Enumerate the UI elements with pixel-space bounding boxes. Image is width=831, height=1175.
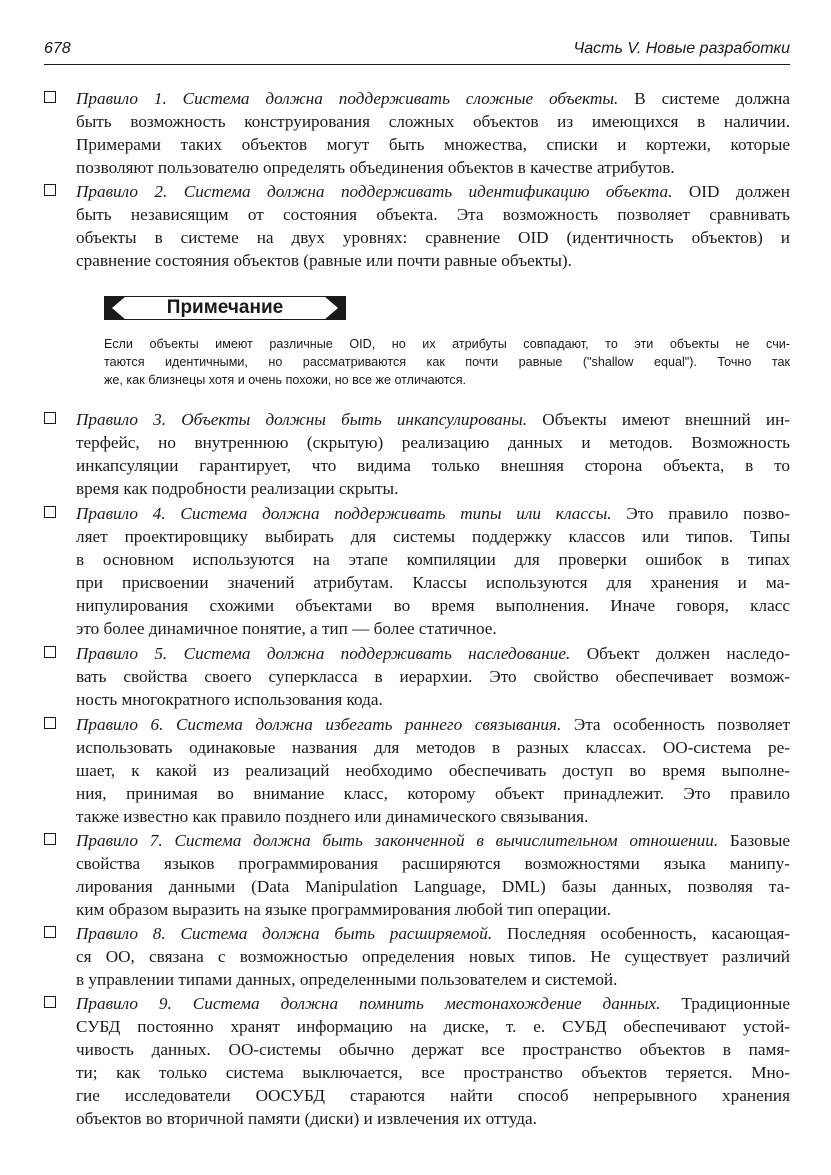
rule-line: Правило 1. Система должна поддерживать сложные объекты. В системе должна (76, 89, 790, 108)
rule-line: в основном используются на этапе компиляции для проверки ошибок в типах (76, 550, 790, 569)
rule-4-item (44, 502, 790, 640)
rule-9-item (44, 992, 790, 1130)
rule-2-text (76, 180, 790, 272)
checkbox-bullet-icon (44, 646, 56, 658)
rule-line: ким образом выразить на языке программирования любой тип операции. (76, 900, 612, 919)
rule-line: свойства языков программирования расширяются возможностями языка манипу- (76, 854, 790, 873)
rule-line: объектов во вторичной памяти (диски) и извлечения их оттуда. (76, 1109, 537, 1128)
note-label-text: Примечание (166, 297, 284, 318)
note-line: таются идентичными, но рассматриваются как почти равные ("shallow equal"). Точно так (104, 355, 790, 369)
note-line: Если объекты имеют различные OID, но их атрибуты совпадают, то эти объекты не счи- (104, 337, 790, 351)
rule-line: сравнение состояния объектов (равные или почти равные объекты). (76, 251, 572, 270)
rule-line: гие исследователи ООСУБД стараются найти способ непрерывного хранения (76, 1086, 790, 1105)
rule-title: Правило 9. Система должна помнить местонахождение данных. (76, 994, 661, 1013)
rule-line: чивость данных. ОО-системы обычно держат все пространство объектов в памя- (76, 1040, 790, 1059)
rule-title: Правило 2. Система должна поддерживать идентификацию объекта. (76, 182, 673, 201)
rule-line: Примерами таких объектов могут быть множества, списки и кортежи, которые (76, 135, 790, 154)
rule-title: Правило 1. Система должна поддерживать сложные объекты. (76, 89, 619, 108)
rule-line: Правило 7. Система должна быть законченной в вычислительном отношении. Базовые (76, 831, 790, 850)
rule-line: Правило 5. Система должна поддерживать наследование. Объект должен наследо- (76, 644, 790, 663)
rule-5-item (44, 642, 790, 711)
rule-line: Правило 2. Система должна поддерживать идентификацию объекта. OID должен (76, 182, 790, 201)
checkbox-bullet-icon (44, 412, 56, 424)
rule-line: также известно как правило позднего или динамического связывания. (76, 807, 589, 826)
running-header (44, 40, 790, 65)
checkbox-bullet-icon (44, 506, 56, 518)
rule-line: объекты в системе на двух уровнях: сравнение OID (идентичность объектов) и (76, 228, 790, 247)
rule-line: ся ОО, связана с возможностью определения новых типов. Не существует различий (76, 947, 790, 966)
rule-line: Правило 9. Система должна помнить местонахождение данных. Традиционные (76, 994, 790, 1013)
rule-line: Правило 6. Система должна избегать раннего связывания. Эта особенность позволяет (76, 715, 790, 734)
rule-line: шает, к какой из реализаций необходимо обеспечивать доступ во время выполне- (76, 761, 790, 780)
rule-line: позволяют пользователю определять объединения объектов в качестве атрибутов. (76, 158, 675, 177)
rule-8-item (44, 922, 790, 991)
rule-4-text (76, 502, 790, 640)
rule-6-item (44, 713, 790, 828)
rule-title: Правило 4. Система должна поддерживать типы или классы. (76, 504, 612, 523)
rule-line: терфейс, но внутреннюю (скрытую) реализацию данных и методов. Возможность (76, 433, 790, 452)
rule-line: лирования данными (Data Manipulation Language, DML) базы данных, позволяя та- (76, 877, 790, 896)
rule-7-text (76, 829, 790, 921)
rule-line: инкапсуляции гарантирует, что видима только внешняя сторона объекта, в то (76, 456, 790, 475)
rule-line: СУБД постоянно хранят информацию на диске, т. е. СУБД обеспечивают устой- (76, 1017, 790, 1036)
rule-5-text (76, 642, 790, 711)
rule-8-text (76, 922, 790, 991)
checkbox-bullet-icon (44, 184, 56, 196)
checkbox-bullet-icon (44, 91, 56, 103)
note-label (104, 291, 346, 325)
section-title: Часть V. Новые разработки (573, 40, 790, 57)
page-number: 678 (44, 40, 71, 57)
note-line: же, как близнецы хотя и очень похожи, но все же отличаются. (104, 373, 467, 387)
rule-line: быть независящим от состояния объекта. Эта возможность позволяет сравнивать (76, 205, 790, 224)
rule-title: Правило 3. Объекты должны быть инкапсулированы. (76, 410, 528, 429)
rule-line: ность многократного использования кода. (76, 690, 383, 709)
rule-line: ния, принимая во внимание класс, которому объект принадлежит. Это правило (76, 784, 790, 803)
rule-1-text (76, 87, 790, 179)
rule-7-item (44, 829, 790, 921)
checkbox-bullet-icon (44, 717, 56, 729)
rule-title: Правило 7. Система должна быть законченной в вычислительном отношении. (76, 831, 719, 850)
rule-line: при присвоении значений атрибутам. Классы используются для хранения и ма- (76, 573, 790, 592)
rule-line: использовать одинаковые названия для методов в разных классах. ОО-система ре- (76, 738, 790, 757)
rule-line: вать свойства своего суперкласса в иерархии. Это свойство обеспечивает возмож- (76, 667, 790, 686)
checkbox-bullet-icon (44, 926, 56, 938)
rule-3-text (76, 408, 790, 500)
rule-title: Правило 5. Система должна поддерживать наследование. (76, 644, 571, 663)
rule-title: Правило 8. Система должна быть расширяемой. (76, 924, 493, 943)
rule-line: быть возможность конструирования сложных объектов из имеющихся в наличии. (76, 112, 790, 131)
rule-line: нипулирования схожими объектами во время выполнения. Иначе говоря, класс (76, 596, 790, 615)
rule-line: Правило 8. Система должна быть расширяемой. Последняя особенность, касающая- (76, 924, 790, 943)
rule-line: ти; как только система выключается, все пространство объектов теряется. Мно- (76, 1063, 790, 1082)
rule-line: время как подробности реализации скрыты. (76, 479, 399, 498)
note-body (104, 335, 790, 389)
rule-6-text (76, 713, 790, 828)
rule-3-item (44, 408, 790, 500)
checkbox-bullet-icon (44, 996, 56, 1008)
rule-1-item (44, 87, 790, 179)
rule-line: Правило 4. Система должна поддерживать типы или классы. Это правило позво- (76, 504, 791, 523)
rule-line: в управлении типами данных, определенными пользователем и системой. (76, 970, 618, 989)
rule-line: Правило 3. Объекты должны быть инкапсулированы. Объекты имеют внешний ин- (76, 410, 790, 429)
rule-line: это более динамичное понятие, а тип — более статичное. (76, 619, 497, 638)
rule-9-text (76, 992, 790, 1130)
rule-title: Правило 6. Система должна избегать раннего связывания. (76, 715, 562, 734)
checkbox-bullet-icon (44, 833, 56, 845)
rule-2-item (44, 180, 790, 272)
rule-line: ляет проектировщику выбирать для системы поддержку классов или типов. Типы (76, 527, 790, 546)
